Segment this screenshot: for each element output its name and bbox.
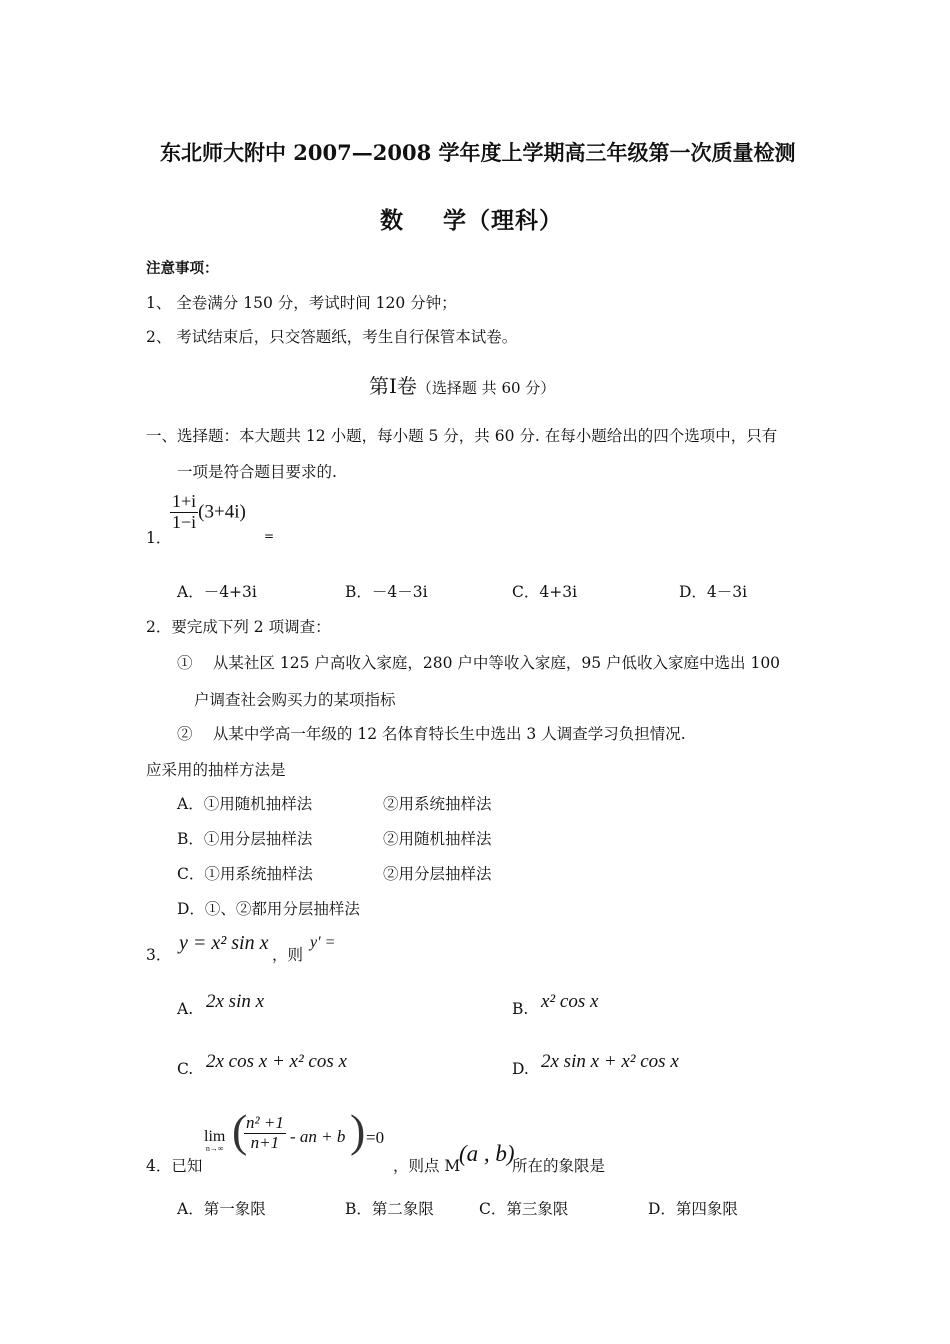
q3-option-a-expr: 2x sin x (206, 991, 265, 1012)
q1-numerator: 1+i (172, 491, 197, 511)
part1-heading (369, 370, 555, 399)
note-item-1: 1、 全卷满分 150 分，考试时间 120 分钟； (146, 294, 457, 312)
q4-equals: =0 (366, 1128, 385, 1147)
subject-char-a: 数 (380, 207, 404, 234)
note-item-2: 2、 考试结束后，只交答题纸，考生自行保管本试卷。 (146, 328, 518, 346)
q3-option-c-letter: C. (177, 1060, 194, 1078)
q4-prefix: 4．已知 (146, 1157, 203, 1175)
q4-frac-box (244, 1114, 286, 1152)
q4-fraction (244, 1114, 286, 1152)
q3-option-b-expr: x² cos x (541, 991, 599, 1012)
q4-option-b: B．第二象限 (345, 1200, 434, 1218)
q2-option-c-second: ②用分层抽样法 (383, 865, 492, 883)
q3-option-c-expr: 2x cos x + x² cos x (206, 1051, 347, 1072)
q4-tail-expr: - an + b (290, 1127, 346, 1146)
q2-option-b-second: ②用随机抽样法 (383, 830, 492, 848)
exam-title: 东北师大附中 2007—2008 学年度上学期高三年级第一次质量检测 (160, 140, 796, 165)
q1-option-c: C．4+3i (512, 583, 578, 601)
q2-option-c: C．①用系统抽样法 (177, 865, 313, 883)
q3-number: 3． (146, 946, 172, 964)
q1-expression (170, 492, 246, 533)
part1-heading-main: 第Ⅰ卷 (369, 374, 417, 398)
q2-item-2: ② 从某中学高一年级的 12 名体育特长生中选出 3 人调查学习负担情况. (177, 725, 686, 743)
q4-left-paren: ( (232, 1105, 248, 1156)
q1-number: 1． (146, 529, 172, 547)
q4-denominator: n+1 (250, 1132, 280, 1152)
part1-heading-sub: （选择题 共 60 分） (416, 379, 556, 397)
q1-paren-term: (3+4i) (198, 501, 246, 523)
q4-right-paren: ) (350, 1105, 366, 1156)
q4-text: ，则点 M (393, 1157, 461, 1175)
instructions-line-1: 一、选择题：本大题共 12 小题，每小题 5 分，共 60 分. 在每小题给出的四个选项中，只有 (146, 427, 778, 445)
q4-numerator: n² +1 (246, 1113, 284, 1132)
q4-suffix: 所在的象限是 (512, 1157, 606, 1175)
q2-item-1-line-1: ① 从某社区 125 户高收入家庭，280 户中等收入家庭，95 户低收入家庭中选出 100 (177, 654, 781, 672)
q3-stem-math: y = x² sin x (179, 932, 269, 954)
q4-lim-subscript: n→∞ (205, 1144, 224, 1153)
q4-option-a: A．第一象限 (177, 1200, 266, 1218)
instructions-line-2: 一项是符合题目要求的. (177, 463, 337, 481)
subject-rest: 学（理科） (443, 207, 563, 234)
q3-option-a-letter: A. (177, 1000, 194, 1018)
q4-point: (a , b) (459, 1141, 515, 1166)
q1-equals: = (264, 529, 275, 543)
q3-stem-tail: y′ = (310, 934, 336, 951)
q1-option-a: A．－4+3i (177, 583, 257, 601)
q3-option-d-letter: D. (512, 1060, 529, 1078)
q3-option-d-expr: 2x sin x + x² cos x (541, 1051, 679, 1072)
q2-item-1-line-2: 户调查社会购买力的某项指标 (194, 691, 396, 709)
q1-denominator: 1−i (172, 511, 197, 532)
q4-lim-word: lim (204, 1128, 226, 1145)
q4-option-c: C．第三象限 (479, 1200, 569, 1218)
q2-option-b: B．①用分层抽样法 (177, 830, 313, 848)
q1-option-b: B．－4－3i (345, 583, 428, 601)
q2-question: 应采用的抽样方法是 (146, 761, 286, 779)
q2-option-d: D．①、②都用分层抽样法 (177, 900, 360, 918)
notes-heading: 注意事项： (146, 260, 219, 277)
q4-option-d: D．第四象限 (648, 1200, 738, 1218)
q2-option-a-second: ②用系统抽样法 (383, 795, 492, 813)
q1-option-d: D．4－3i (679, 583, 748, 601)
q2-stem: 2．要完成下列 2 项调查： (146, 618, 331, 636)
q3-option-b-letter: B. (512, 1000, 529, 1018)
q3-stem-text: ，则 (272, 946, 304, 964)
q4-limit (204, 1128, 225, 1153)
q1-fraction (170, 492, 198, 533)
q2-option-a: A．①用随机抽样法 (177, 795, 313, 813)
